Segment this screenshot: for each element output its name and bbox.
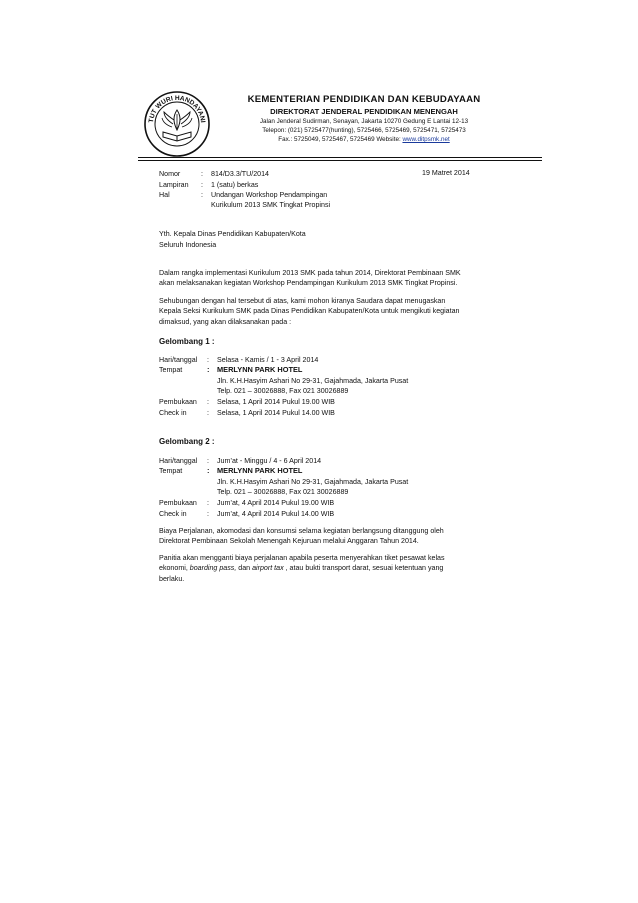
letter-date: 19 Matret 2014 — [422, 169, 470, 177]
text-run: ekonomi, — [159, 564, 190, 573]
header-rule-thick — [138, 157, 542, 158]
paragraph-line: Panitia akan mengganti biaya perjalanan apabila peserta menyerahkan tiket pesawat kelas — [159, 554, 445, 562]
paragraph-line: Dalam rangka implementasi Kurikulum 2013 SMK pada tahun 2014, Direktorat Pembinaan SMK — [159, 269, 461, 277]
g2-hotel-name: MERLYNN PARK HOTEL — [217, 466, 303, 475]
text-run: , atau bukti transport darat, sesuai ketentuan yang — [283, 564, 444, 573]
g1-address: Jln. K.H.Hasyim Ashari No 29-31, Gajahmada, Jakarta Pusat — [217, 377, 409, 385]
colon: : — [207, 398, 209, 406]
paragraph-request — [159, 296, 533, 327]
letterhead-fax: Fax.: 5725049, 5725467, 5725469 Website: — [278, 136, 403, 143]
colon: : — [207, 499, 209, 507]
nomor-row — [159, 169, 269, 179]
lampiran-value: 1 (satu) berkas — [211, 181, 259, 189]
letterhead-title: KEMENTERIAN PENDIDIKAN DAN KEBUDAYAAN — [247, 94, 481, 105]
recipient-line1: Yth. Kepala Dinas Pendidikan Kabupaten/Kota — [159, 230, 306, 238]
colon: : — [207, 510, 209, 518]
g2-checkin-value: Jum’at, 4 April 2014 Pukul 14.00 WIB — [217, 510, 335, 518]
text-run-italic: boarding pass, — [189, 564, 237, 573]
g2-pembukaan-label: Pembukaan — [159, 499, 197, 507]
lampiran-label: Lampiran — [159, 181, 189, 189]
g2-hari-row — [159, 456, 321, 466]
paragraph-intro — [159, 268, 533, 289]
g1-pembukaan-value: Selasa, 1 April 2014 Pukul 19.00 WIB — [217, 398, 335, 406]
colon: : — [201, 181, 203, 189]
g1-phone: Telp. 021 – 30026888, Fax 021 30026889 — [217, 387, 349, 395]
header-rule-thin — [138, 160, 542, 161]
g1-hari-row — [159, 355, 318, 365]
g2-hari-value: Jum’at - Minggu / 4 - 6 April 2014 — [217, 457, 322, 465]
hal-label: Hal — [159, 191, 170, 199]
colon: : — [207, 409, 209, 417]
gelombang1-heading: Gelombang 1 : — [159, 337, 215, 346]
colon: : — [201, 191, 203, 199]
g1-pembukaan-label: Pembukaan — [159, 398, 197, 406]
website-link[interactable]: www.ditpsmk.net — [402, 136, 450, 143]
logo-text: TUT WURI HANDAYANI — [147, 94, 206, 124]
g2-pembukaan-row — [159, 498, 334, 508]
g1-tempat-label: Tempat — [159, 366, 183, 374]
letterhead-fax-web — [214, 135, 514, 144]
paragraph-line: Sehubungan dengan hal tersebut di atas, kami mohon kiranya Saudara dapat menugaskan — [159, 297, 446, 305]
text-run: dan — [236, 564, 253, 573]
paragraph-line: akan melaksanakan kegiatan Workshop Pendampingan Kurikulum 2013 SMK Tingkat Propinsi. — [159, 279, 458, 288]
colon: : — [201, 170, 203, 178]
letterhead-address: Jalan Jenderal Sudirman, Senayan, Jakarta 10270 Gedung E Lantai 12-13 — [259, 118, 469, 125]
g2-checkin-row — [159, 509, 334, 519]
gelombang2-heading: Gelombang 2 : — [159, 437, 215, 446]
letterhead-subtitle: DIREKTORAT JENDERAL PENDIDIKAN MENENGAH — [270, 107, 458, 116]
g2-pembukaan-value: Jum’at, 4 April 2014 Pukul 19.00 WIB — [217, 499, 335, 507]
hal-line1: Undangan Workshop Pendampingan — [211, 191, 328, 199]
hal-line2: Kurikulum 2013 SMK Tingkat Propinsi — [211, 201, 331, 209]
paragraph-line — [159, 563, 533, 573]
colon: : — [207, 365, 210, 374]
g1-tempat-row — [159, 365, 302, 375]
paragraph-line: Biaya Perjalanan, akomodasi dan konsumsi selama kegiatan berlangsung ditanggung oleh — [159, 527, 444, 535]
recipient-line2: Seluruh Indonesia — [159, 241, 217, 249]
paragraph-line: dimaksud, yang akan dilaksanakan pada : — [159, 317, 292, 326]
nomor-label: Nomor — [159, 170, 181, 178]
g1-pembukaan-row — [159, 397, 335, 407]
g1-checkin-label: Check in — [159, 409, 187, 417]
g1-hari-label: Hari/tanggal — [159, 356, 198, 364]
text-run-italic: airport tax — [252, 564, 284, 573]
nomor-value: 814/D3.3/TU/2014 — [211, 170, 269, 178]
hal-row — [159, 190, 327, 200]
g1-checkin-value: Selasa, 1 April 2014 Pukul 14.00 WIB — [217, 409, 335, 417]
colon: : — [207, 356, 209, 364]
letterhead-phone: Telepon: (021) 5725477(hunting), 5725466, 5725469, 5725471, 5725473 — [262, 127, 466, 134]
g2-hari-label: Hari/tanggal — [159, 457, 198, 465]
colon: : — [207, 466, 210, 475]
lampiran-row — [159, 180, 258, 190]
g1-hari-value: Selasa - Kamis / 1 - 3 April 2014 — [217, 356, 319, 364]
paragraph-line: berlaku. — [159, 574, 185, 583]
letterhead — [214, 93, 514, 144]
paragraph-line: Kepala Seksi Kurikulum SMK pada Dinas Pendidikan Kabupaten/Kota untuk mengikuti kegiatan — [159, 307, 460, 316]
paragraph-line: Direktorat Pembinaan Sekolah Menengah Kejuruan melalui Anggaran Tahun 2014. — [159, 537, 419, 546]
g2-address: Jln. K.H.Hasyim Ashari No 29-31, Gajahmada, Jakarta Pusat — [217, 478, 409, 486]
g1-checkin-row — [159, 408, 335, 418]
colon: : — [207, 457, 209, 465]
g1-hotel-name: MERLYNN PARK HOTEL — [217, 365, 303, 374]
g2-checkin-label: Check in — [159, 510, 187, 518]
tut-wuri-handayani-logo — [143, 90, 211, 158]
g2-tempat-label: Tempat — [159, 467, 183, 475]
g2-tempat-row — [159, 466, 302, 476]
g2-phone: Telp. 021 – 30026888, Fax 021 30026889 — [217, 488, 349, 496]
paragraph-biaya — [159, 526, 533, 547]
paragraph-penggantian — [159, 553, 533, 584]
